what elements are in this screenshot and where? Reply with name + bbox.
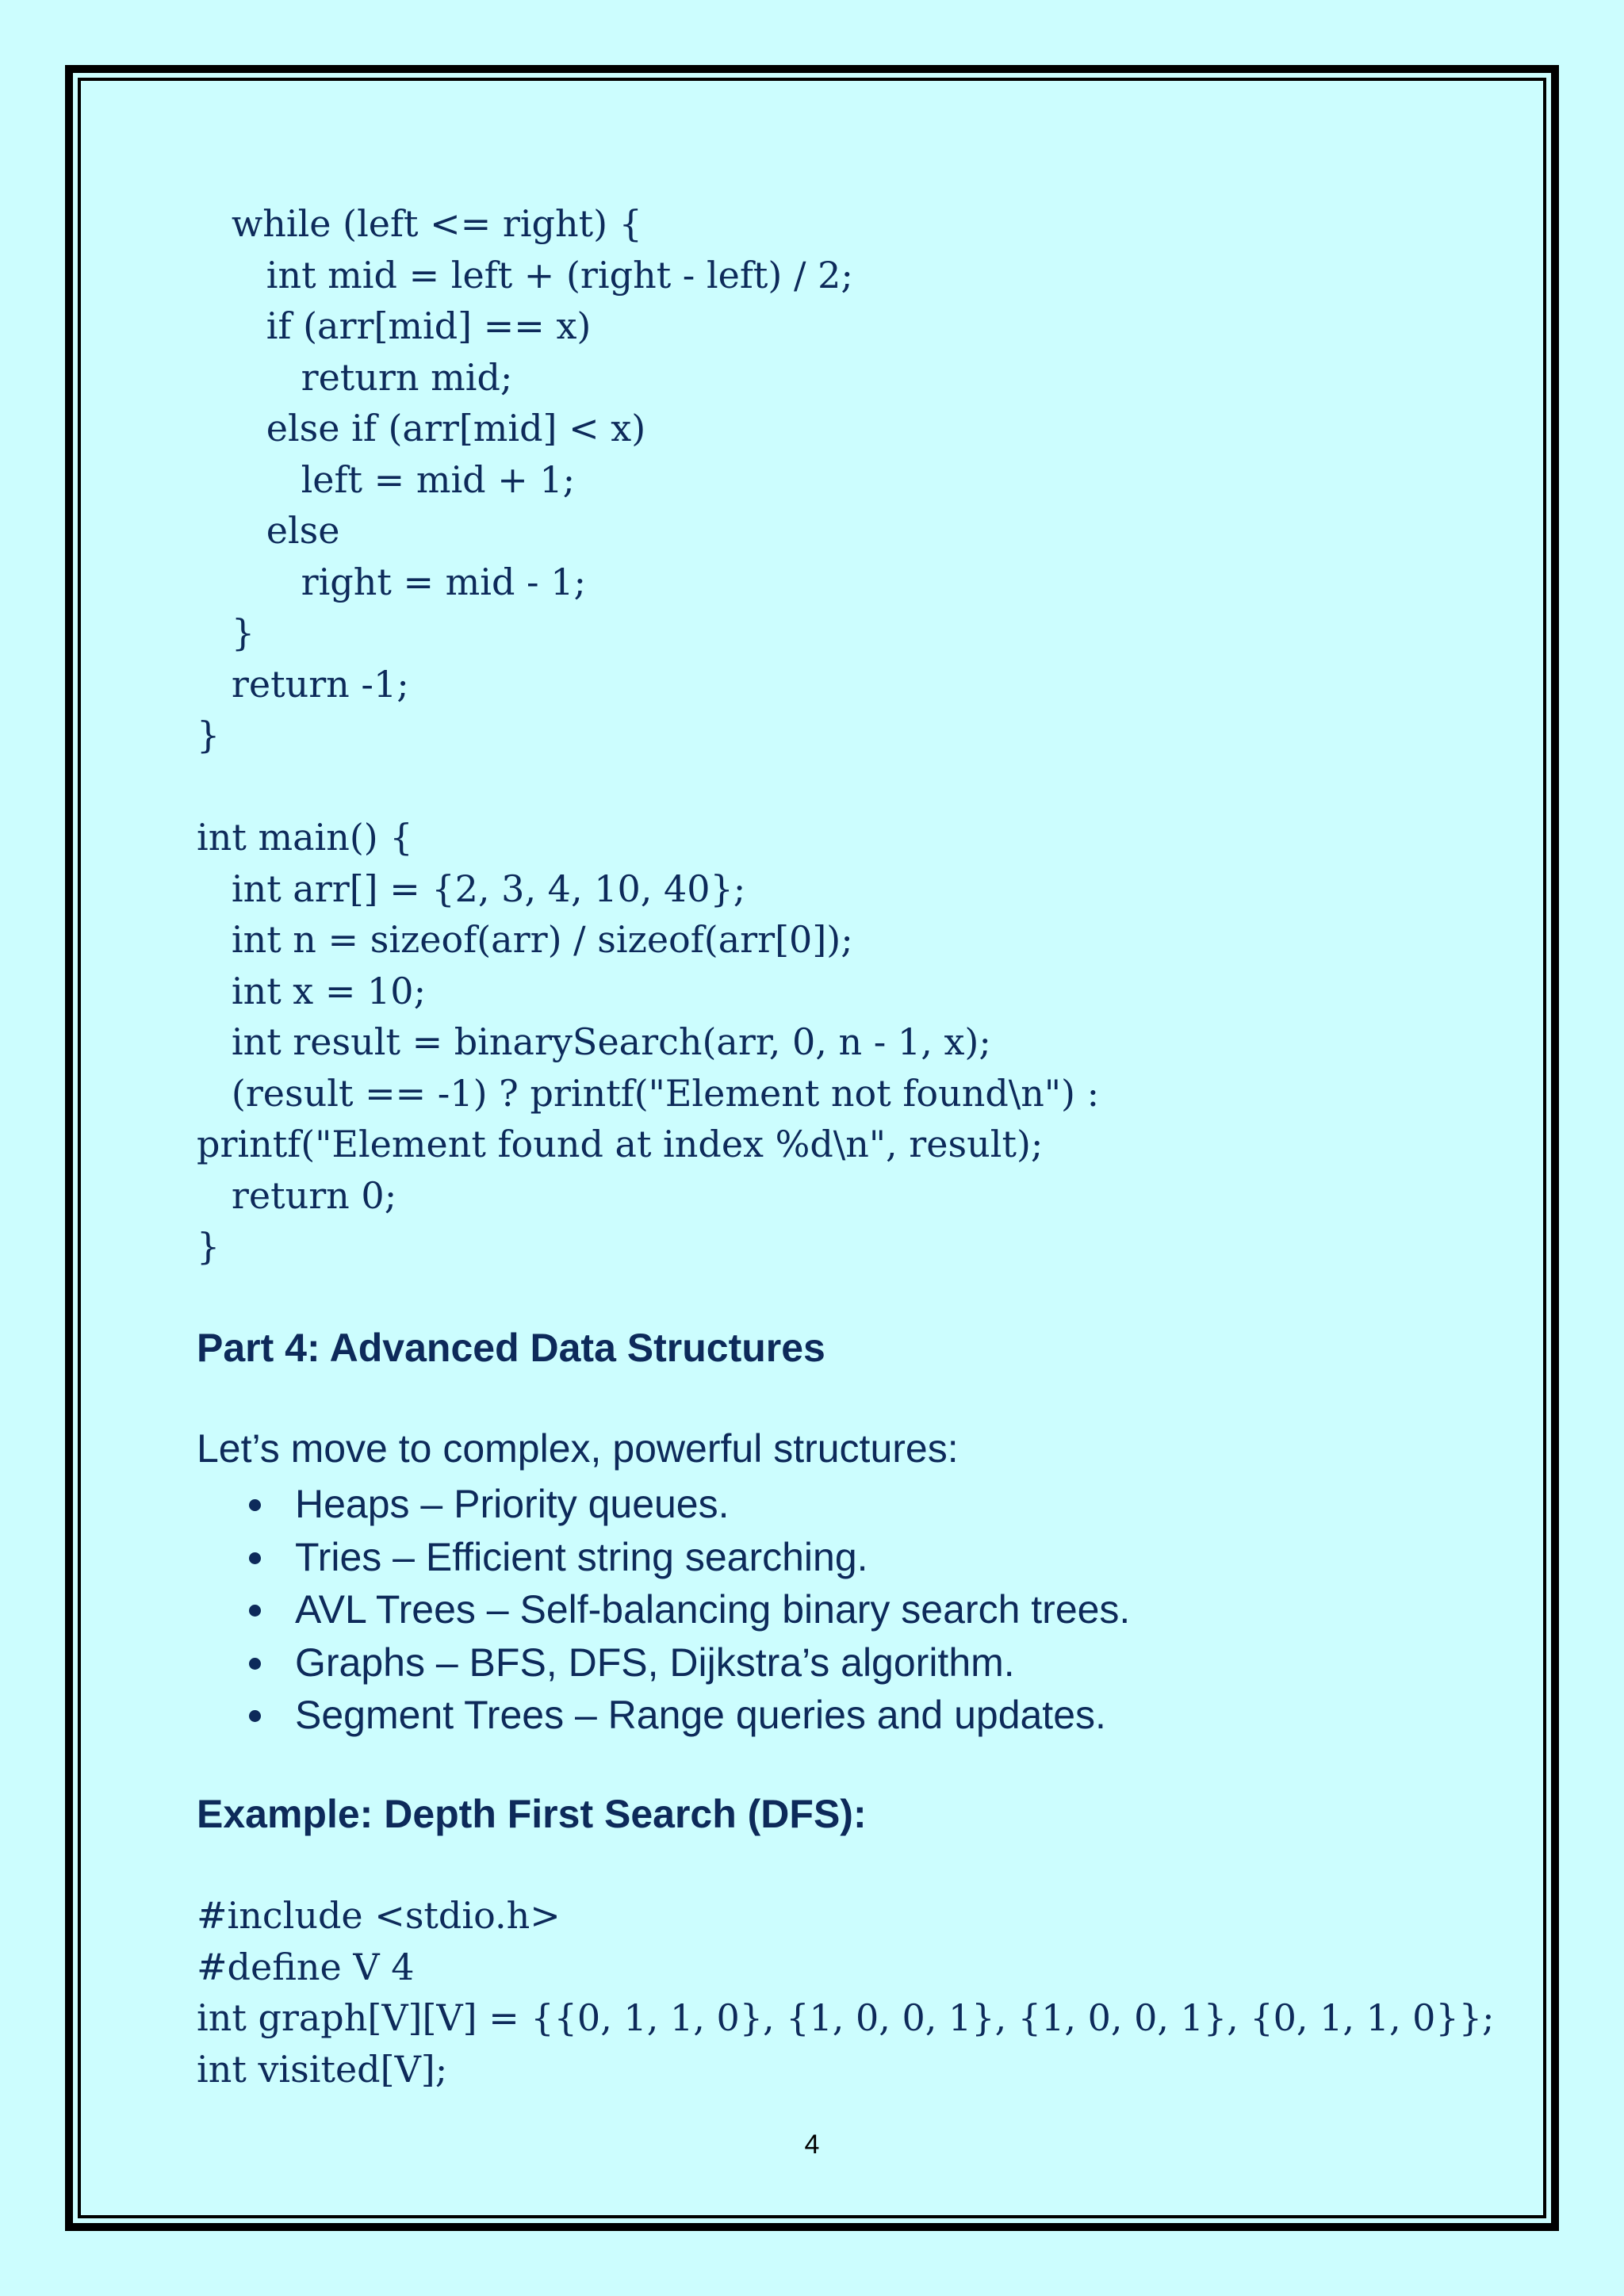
list-item-text: Heaps – Priority queues.: [295, 1482, 730, 1526]
code-line: left = mid + 1;: [197, 457, 576, 501]
code-block-dfs: [197, 1890, 1494, 2095]
code-line: return mid;: [197, 355, 513, 399]
code-line: while (left <= right) {: [197, 202, 642, 245]
code-line: right = mid - 1;: [197, 560, 586, 603]
code-line: return 0;: [197, 1173, 397, 1217]
code-line: #define V 4: [197, 1945, 415, 1988]
list-item-text: Graphs – BFS, DFS, Dijkstra’s algorithm.: [295, 1640, 1015, 1685]
code-line: int mid = left + (right - left) / 2;: [197, 253, 853, 297]
code-line: int main() {: [197, 816, 413, 859]
code-block-binary-search: [197, 198, 1099, 1272]
code-line-blank: [197, 761, 1099, 813]
list-item-text: Segment Trees – Range queries and updates.: [295, 1693, 1106, 1737]
list-item-text: Tries – Efficient string searching.: [295, 1534, 868, 1579]
list-item: [197, 1583, 1130, 1636]
example-heading: Example: Depth First Search (DFS):: [197, 1792, 867, 1836]
code-line: int arr[] = {2, 3, 4, 10, 40};: [197, 867, 746, 910]
code-line: int graph[V][V] = {{0, 1, 1, 0}, {1, 0, 0, 1}, {1, 0, 0, 1}, {0, 1, 1, 0}};: [197, 1996, 1495, 2039]
bullet-icon: [249, 1710, 261, 1722]
code-line: int result = binarySearch(arr, 0, n - 1, x);: [197, 1020, 991, 1063]
code-line: (result == -1) ? printf("Element not found\n") :: [197, 1071, 1100, 1115]
section-heading: Part 4: Advanced Data Structures: [197, 1326, 825, 1370]
code-line: }: [197, 714, 220, 756]
page-content: [197, 0, 1529, 2296]
list-item: [197, 1531, 1130, 1584]
structures-list: [197, 1478, 1130, 1742]
bullet-icon: [249, 1499, 261, 1511]
bullet-icon: [249, 1658, 261, 1670]
list-item-text: AVL Trees – Self-balancing binary search trees.: [295, 1587, 1131, 1632]
code-line: printf("Element found at index %d\n", result);: [197, 1123, 1044, 1165]
code-line: else if (arr[mid] < x): [197, 407, 646, 450]
code-line: int visited[V];: [197, 2047, 448, 2091]
code-line: }: [197, 611, 255, 654]
code-line: int x = 10;: [197, 969, 427, 1012]
bullet-icon: [249, 1552, 261, 1564]
code-line: else: [197, 509, 340, 552]
code-line: return -1;: [197, 662, 409, 706]
list-item: [197, 1478, 1130, 1531]
list-item: [197, 1689, 1130, 1742]
code-line: int n = sizeof(arr) / sizeof(arr[0]);: [197, 918, 853, 961]
page-number: 4: [804, 2130, 820, 2160]
intro-text: Let’s move to complex, powerful structures:: [197, 1426, 959, 1471]
list-item: [197, 1636, 1130, 1689]
code-line: }: [197, 1225, 220, 1268]
code-line: if (arr[mid] == x): [197, 304, 592, 347]
code-line: #include <stdio.h>: [197, 1894, 561, 1937]
bullet-icon: [249, 1605, 261, 1617]
